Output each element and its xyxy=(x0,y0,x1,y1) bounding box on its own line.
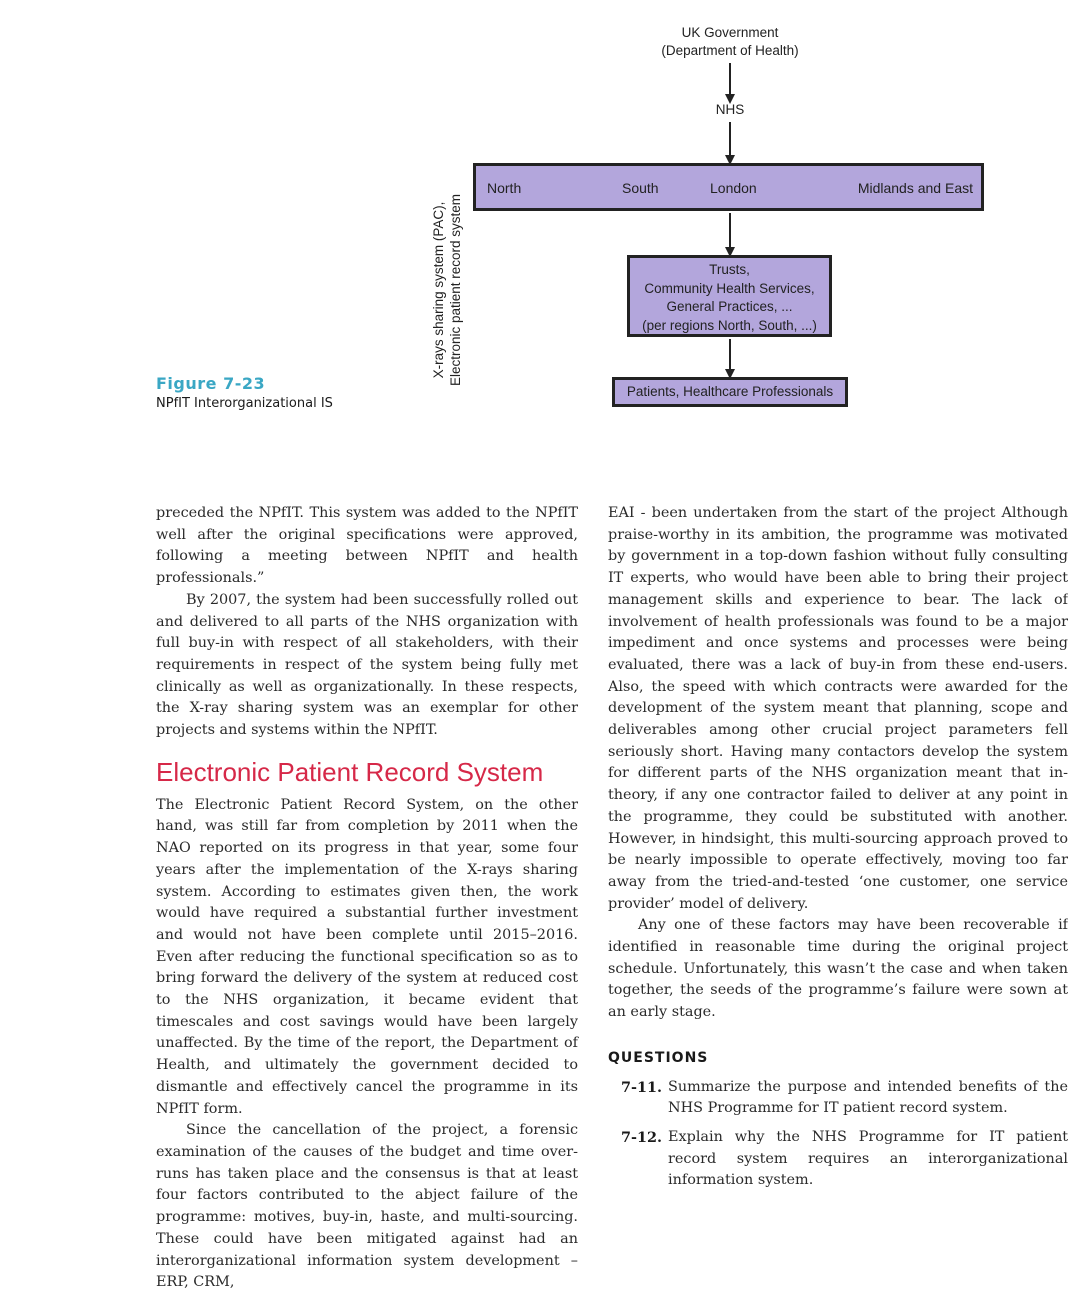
figure-number: Figure 7-23 xyxy=(156,374,266,393)
left-column xyxy=(156,503,578,1294)
node-nhs: NHS xyxy=(715,102,745,117)
side-label-line-2: Electronic patient record system xyxy=(448,193,463,387)
figure-label xyxy=(156,374,333,411)
questions-heading: QUESTIONS xyxy=(608,1049,709,1066)
side-label-line-1: X-rays sharing system (PAC), xyxy=(431,201,446,379)
trusts-box xyxy=(627,255,832,337)
region-north: North xyxy=(487,180,522,196)
paragraph: Since the cancellation of the project, a forensic examination of the causes of the budget and time over-runs has taken place and the consensus is that at least four factors contributed to the abject failure of the programme: motives, buy-in, haste, and multi-sourcing. These could have been mitigated against had an interorganizational information system development – ERP, CRM, xyxy=(156,1122,578,1291)
figure-caption: NPfIT Interorganizational IS xyxy=(156,396,333,411)
paragraph: The Electronic Patient Record System, on the other hand, was still far from completion by 2011 when the NAO reported on its progress in that year, some four years after the implementation of the X-rays sharing system. According to estimates given then, the work would have required a substantial further investment and would not have been complete until 2015–2016. Even after reducing the functional specification so as to bring forward the delivery of the system at reduced cost to the NHS organization, it became evident that timescales and cost savings would have been largely unaffected. By the time of the report, the Department of Health, and ultimately the government decided to dismantle and effectively cancel the programme in its NPfIT form. xyxy=(156,796,578,1117)
trusts-line: General Practices, ... xyxy=(666,299,793,314)
systems-side-label xyxy=(430,190,464,390)
patients-box: Patients, Healthcare Professionals xyxy=(612,377,848,407)
right-column xyxy=(608,503,1068,1192)
node-uk-government xyxy=(640,24,820,60)
paragraph: preceded the NPfIT. This system was added to the NPfIT well after the original specifications were approved, following a meeting between NPfIT and health professionals.” xyxy=(156,505,578,587)
region-london: London xyxy=(710,180,757,196)
question-number: 7-12. xyxy=(620,1128,662,1146)
paragraph: Any one of these factors may have been recoverable if identified in reasonable time during the original project schedule. Unfortunately, this wasn’t the case and when taken together, the seeds of the programme’s failure were sown at an early stage. xyxy=(608,917,1068,1021)
section-heading: Electronic Patient Record System xyxy=(156,756,544,787)
paragraph: By 2007, the system had been successfully rolled out and delivered to all parts of the NHS organization with full buy-in with respect of all stakeholders, with their requirements in respect of the system being fully met clinically as well as organizationally. In these respects, the X-ray sharing system was an exemplar for other projects and systems within the NPfIT. xyxy=(156,591,578,739)
gov-line-2: (Department of Health) xyxy=(661,43,799,58)
question-text: Explain why the NHS Programme for IT patient record system requires an interorganizational information system. xyxy=(668,1128,1068,1189)
trusts-line: Trusts, xyxy=(709,262,750,277)
question-item xyxy=(608,1127,1068,1192)
question-item xyxy=(608,1077,1068,1120)
region-midlands-east: Midlands and East xyxy=(857,180,973,196)
trusts-line: Community Health Services, xyxy=(644,280,815,296)
trusts-line: (per regions North, South, ...) xyxy=(642,317,817,333)
gov-line-1: UK Government xyxy=(681,25,779,40)
question-number: 7-11. xyxy=(620,1078,662,1096)
regions-box xyxy=(473,163,984,211)
paragraph: EAI - been undertaken from the start of the project Although praise-worthy in its ambition, the programme was motivated by government in a top-down fashion without fully consulting IT experts, who would have been able to bring their project management skills and experience to bear. The lack of involvement of health professionals was found to be a major impediment and once systems and processes were being evaluated, there was a lack of buy-in from these end-users. Also, the speed with which contracts were awarded for the development of the system meant that planning, scope and deliverables among other crucial project parameters fell seriously short. Having many contactors develop the system for different parts of the NHS organization meant that in-theory, if any one contractor failed to deliver at any point in the programme, they could be substituted with another. However, in hindsight, this multi-sourcing approach proved to be nearly impossible to operate effectively, moving too far away from the tried-and-tested ‘one customer, one service provider’ model of delivery. xyxy=(608,505,1068,912)
question-text: Summarize the purpose and intended benefits of the NHS Programme for IT patient record system. xyxy=(668,1078,1068,1117)
region-south: South xyxy=(622,180,659,196)
